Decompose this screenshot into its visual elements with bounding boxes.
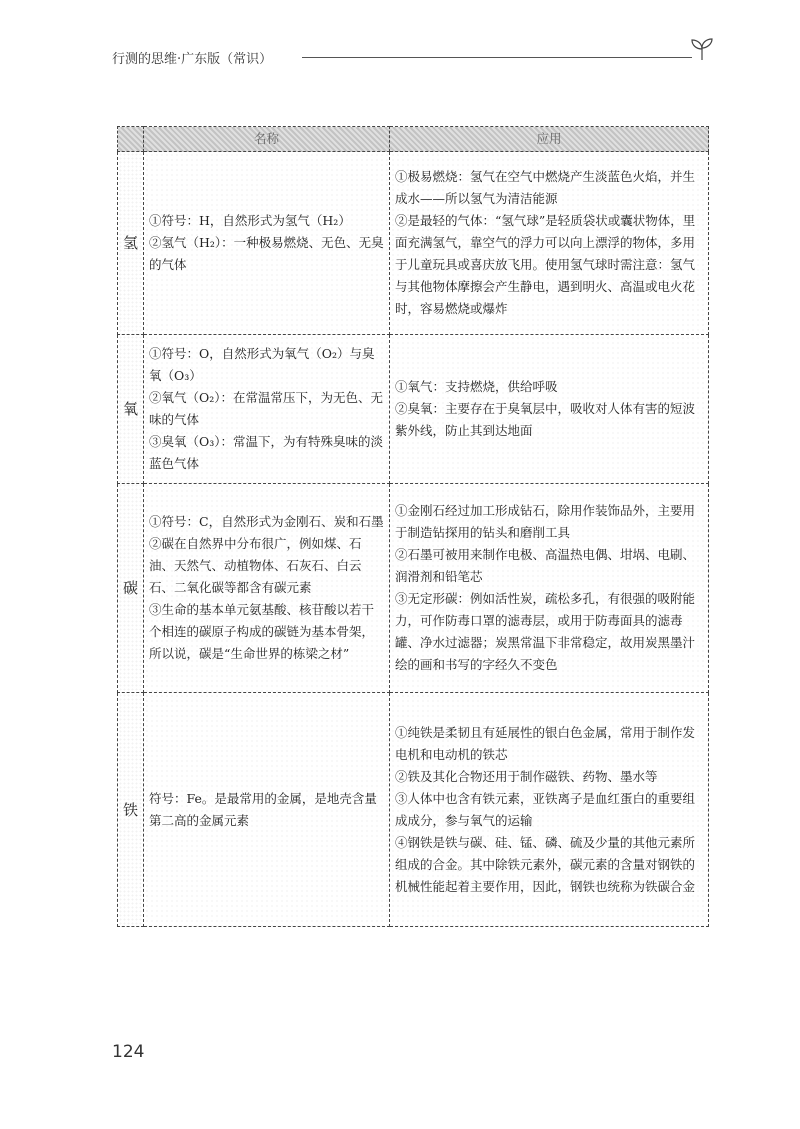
- sprout-icon: [688, 36, 716, 62]
- application-cell: [390, 483, 709, 693]
- application-item: ②铁及其化合物还用于制作磁铁、药物、墨水等: [395, 768, 658, 784]
- column-header-application: 应用: [390, 127, 709, 152]
- name-cell: [144, 483, 390, 693]
- elements-table: [117, 126, 709, 927]
- name-item: ③生命的基本单元氨基酸、核苷酸以若干个相连的碳原子构成的碳链为基本骨架，所以说，碳是“生命世界的栋梁之材”: [149, 601, 375, 661]
- header-title: 行测的思维·广东版（常识）: [112, 52, 273, 67]
- table-header-row: [118, 127, 709, 152]
- name-item: ②氢气（H₂）：一种极易燃烧、无色、无臭的气体: [149, 235, 384, 273]
- running-header: [112, 40, 712, 70]
- header-rule: [302, 57, 692, 58]
- name-item: ②氧气（O₂）：在常温常压下，为无色、无味的气体: [149, 389, 384, 427]
- table-row-oxygen: [118, 335, 709, 483]
- table-row-iron: [118, 693, 709, 927]
- name-item: 符号：Fe。是最常用的金属，是地壳含量第二高的金属元素: [149, 790, 377, 828]
- element-cell: 铁: [118, 693, 144, 927]
- page-number: 124: [112, 1042, 145, 1062]
- name-item: ①符号：C，自然形式为金刚石、炭和石墨: [149, 513, 384, 529]
- element-cell: 碳: [118, 483, 144, 693]
- application-item: ①纯铁是柔韧且有延展性的银白色金属，常用于制作发电机和电动机的铁芯: [395, 724, 696, 762]
- table-row-hydrogen: [118, 152, 709, 335]
- application-item: ③无定形碳：例如活性炭，疏松多孔，有很强的吸附能力，可作防毒口罩的滤毒层，或用于防毒面具的滤毒罐、净水过滤器；炭黑常温下非常稳定，故用炭黑墨汁绘的画和书写的字经久不变色: [395, 590, 696, 672]
- name-cell: [144, 693, 390, 927]
- column-header-name: 名称: [144, 127, 390, 152]
- name-item: ③臭氧（O₃）：常温下，为有特殊臭味的淡蓝色气体: [149, 433, 384, 471]
- element-cell: 氧: [118, 335, 144, 483]
- header-spacer: [118, 127, 144, 152]
- name-item: ①符号：O，自然形式为氧气（O₂）与臭氧（O₃）: [149, 345, 375, 383]
- application-item: ③人体中也含有铁元素，亚铁离子是血红蛋白的重要组成成分，参与氧气的运输: [395, 790, 696, 828]
- name-item: ②碳在自然界中分布很广，例如煤、石油、天然气、动植物体、石灰石、白云石、二氧化碳等都含有碳元素: [149, 535, 362, 595]
- table-row-carbon: [118, 483, 709, 693]
- name-cell: [144, 335, 390, 483]
- application-item: ①氧气：支持燃烧，供给呼吸: [395, 378, 558, 394]
- application-cell: [390, 335, 709, 483]
- name-cell: [144, 152, 390, 335]
- element-cell: 氢: [118, 152, 144, 335]
- application-item: ④钢铁是铁与碳、硅、锰、磷、硫及少量的其他元素所组成的合金。其中除铁元素外，碳元素的含量对钢铁的机械性能起着主要作用，因此，钢铁也统称为铁碳合金: [395, 834, 696, 894]
- application-item: ②臭氧：主要存在于臭氧层中，吸收对人体有害的短波紫外线，防止其到达地面: [395, 400, 696, 438]
- application-item: ②是最轻的气体：“氢气球”是轻质袋状或囊状物体，里面充满氢气，靠空气的浮力可以向上漂浮的物体，多用于儿童玩具或喜庆放飞用。使用氢气球时需注意：氢气与其他物体摩擦会产生静电，遇到明火、高温或电火花时，容易燃烧或爆炸: [395, 213, 696, 317]
- application-cell: [390, 152, 709, 335]
- application-item: ①金刚石经过加工形成钻石，除用作装饰品外，主要用于制造钻探用的钻头和磨削工具: [395, 502, 696, 540]
- application-item: ②石墨可被用来制作电极、高温热电偶、坩埚、电刷、润滑剂和铅笔芯: [395, 546, 696, 584]
- name-item: ①符号：H，自然形式为氢气（H₂）: [149, 213, 351, 229]
- application-cell: [390, 693, 709, 927]
- application-item: ①极易燃烧：氢气在空气中燃烧产生淡蓝色火焰，并生成水——所以氢气为清洁能源: [395, 169, 696, 207]
